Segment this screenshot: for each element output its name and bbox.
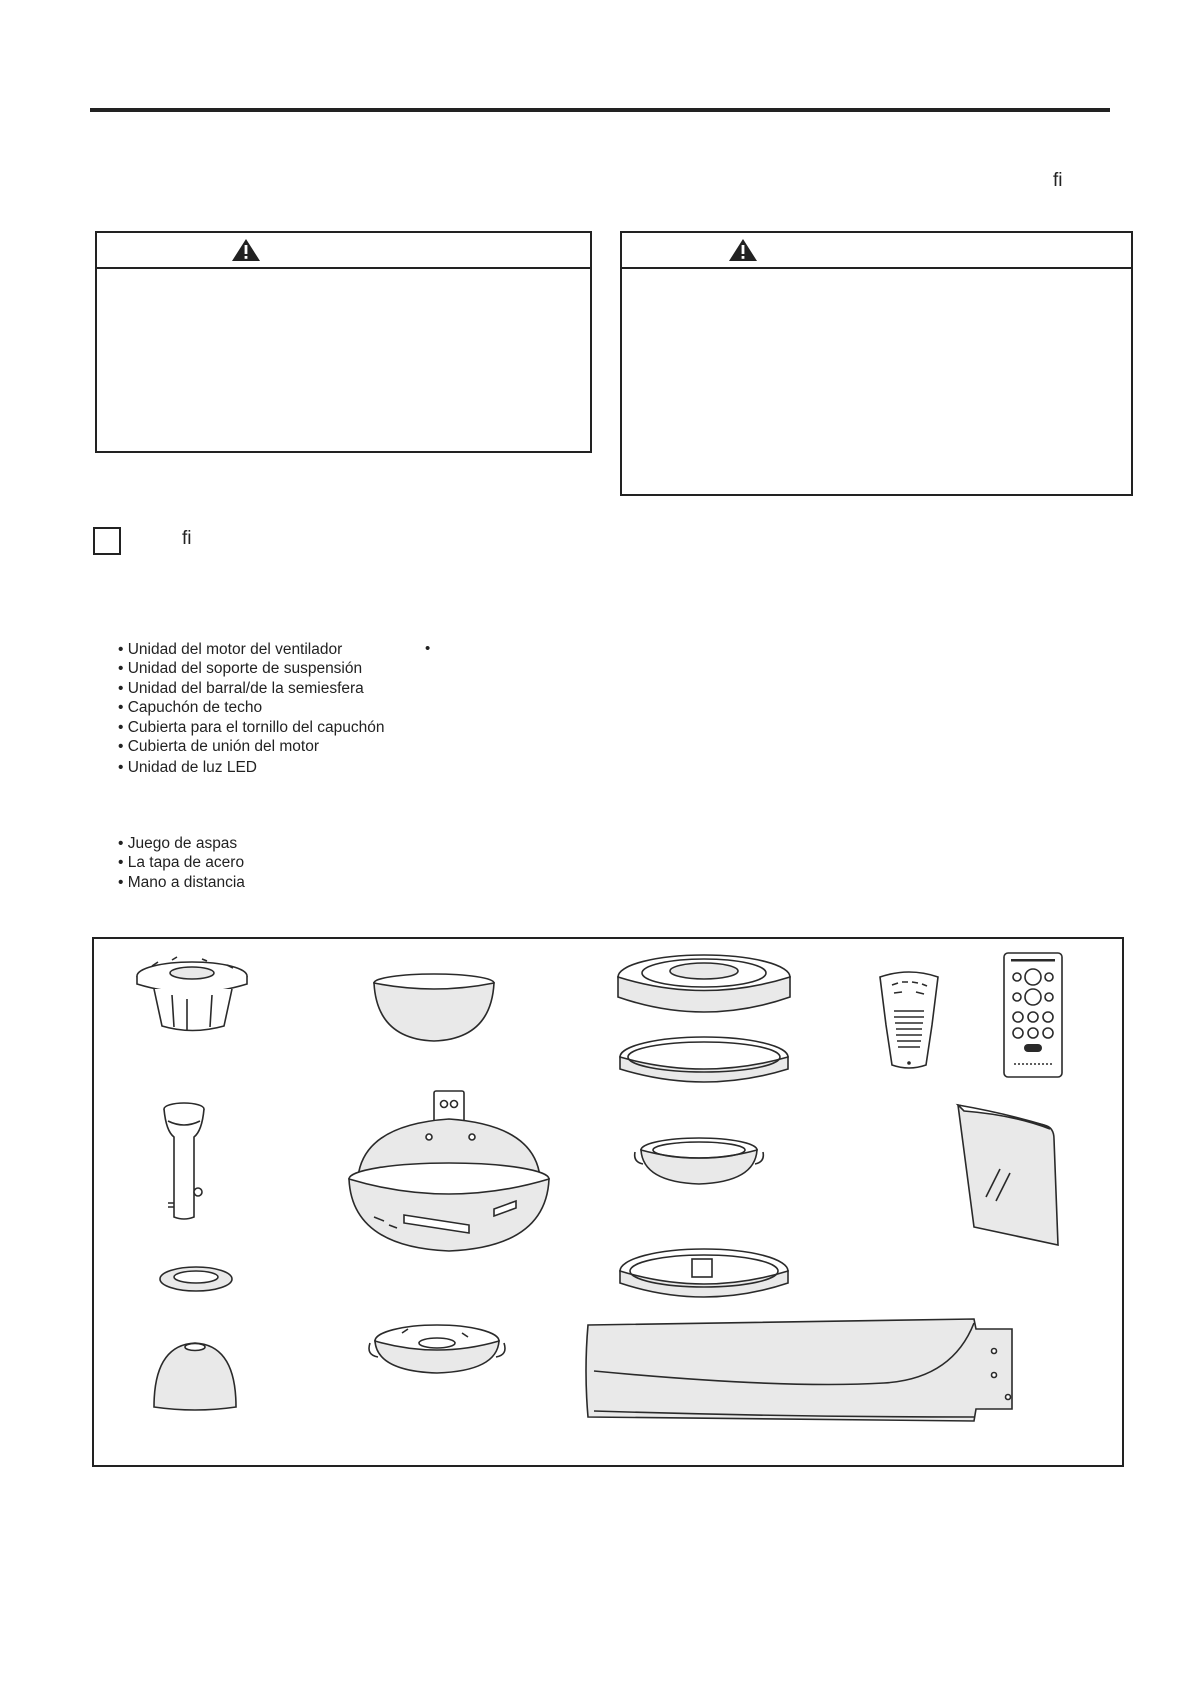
warning-triangle-icon bbox=[728, 238, 758, 262]
checklist-ligature: ﬁ bbox=[182, 528, 192, 549]
mounting-plate-image bbox=[362, 1311, 512, 1381]
fan-motor-unit-image bbox=[344, 1089, 554, 1259]
warning-header-left bbox=[97, 233, 590, 269]
list-item: • Mano a distancia bbox=[118, 873, 245, 892]
motor-coupling-cover-image bbox=[629, 1124, 769, 1194]
list-item: • Unidad del motor del ventilador bbox=[118, 640, 385, 659]
parts-checkbox[interactable] bbox=[93, 527, 121, 555]
warning-box-left bbox=[95, 231, 592, 453]
handheld-remote-image bbox=[1002, 951, 1064, 1079]
list-item: • Capuchón de techo bbox=[118, 698, 385, 717]
list-item: • Unidad del barral/de la semiesfera bbox=[118, 679, 385, 698]
parts-illustration-panel bbox=[92, 937, 1124, 1467]
top-rule bbox=[90, 108, 1110, 112]
fan-blade-image bbox=[584, 1317, 1024, 1425]
ceiling-cap-ring-image bbox=[156, 1259, 236, 1299]
list-item: • Cubierta de unión del motor bbox=[118, 737, 385, 756]
warning-header-right bbox=[622, 233, 1131, 269]
warning-triangle-icon bbox=[231, 238, 261, 262]
list-item: • Juego de aspas bbox=[118, 834, 245, 853]
blade-hardware-bag-image bbox=[954, 1099, 1064, 1249]
lone-bullet: • bbox=[425, 640, 431, 657]
packed-parts-list bbox=[118, 834, 245, 892]
header-ligature: ﬁ bbox=[1053, 170, 1063, 191]
list-item: • Unidad de luz LED bbox=[118, 758, 385, 777]
screw-cover-image bbox=[150, 1339, 240, 1414]
list-item: • La tapa de acero bbox=[118, 853, 245, 872]
list-item: • Cubierta para el tornillo del capuchón bbox=[118, 718, 385, 737]
canopy-image bbox=[369, 971, 499, 1046]
led-light-unit-image bbox=[614, 949, 794, 1099]
list-item: • Unidad del soporte de suspensión bbox=[118, 659, 385, 678]
warning-box-right bbox=[620, 231, 1133, 496]
hanger-bracket-image bbox=[132, 951, 252, 1041]
steel-cap-ring-image bbox=[616, 1231, 792, 1311]
wall-remote-image bbox=[874, 967, 944, 1072]
assembled-parts-list bbox=[118, 640, 385, 778]
downrod-image bbox=[154, 1099, 214, 1224]
